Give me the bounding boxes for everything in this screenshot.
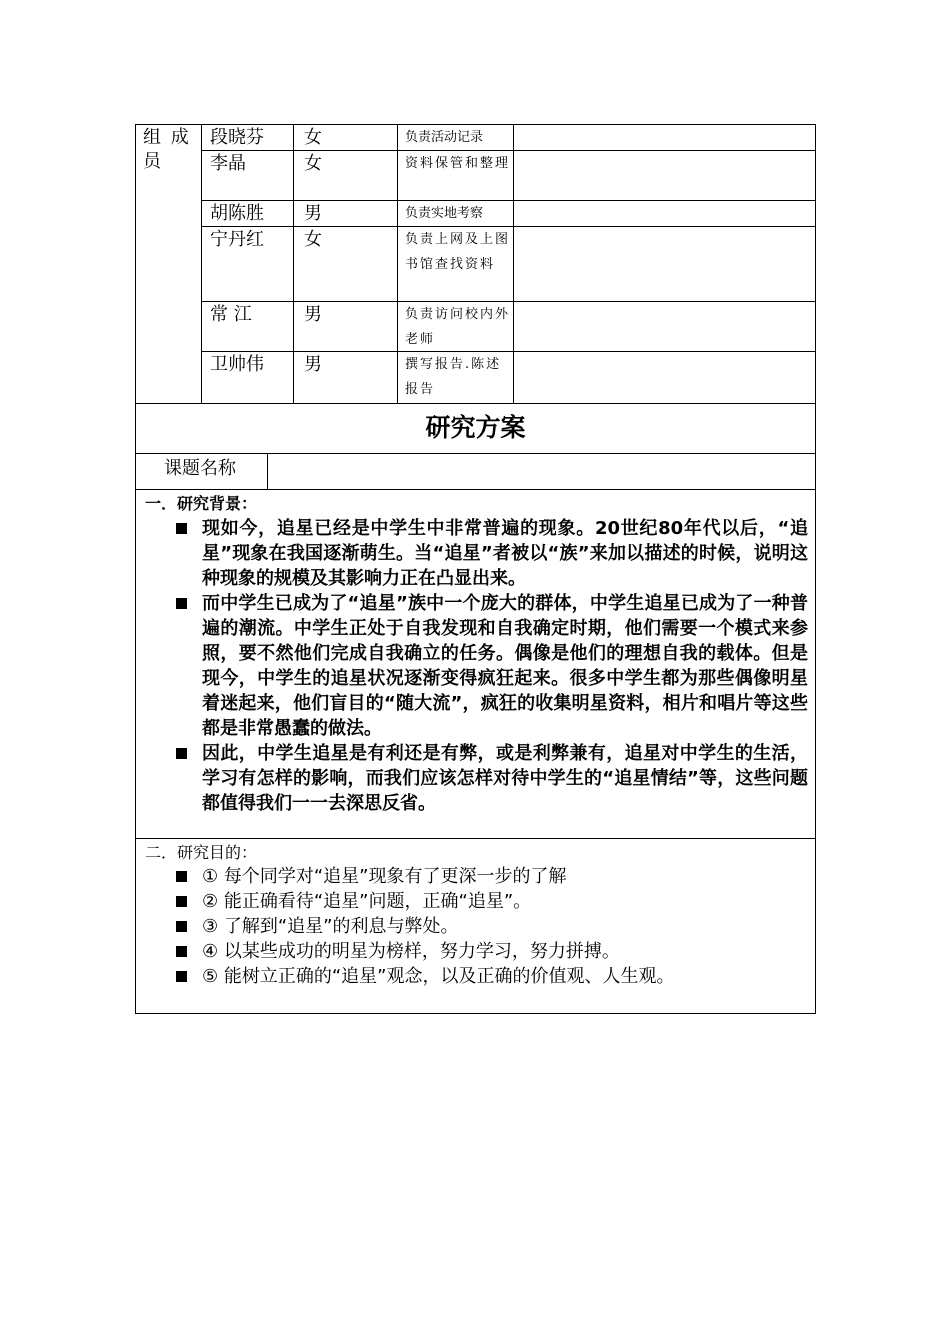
member-duty: 负责上网及上图书馆查找资料 — [405, 232, 511, 272]
topic-label: 课题名称 — [164, 458, 236, 479]
background-list — [174, 516, 808, 816]
goals-heading: 二．研究目的： — [145, 843, 258, 862]
list-item: 因此，中学生追星是有利还是有弊，或是利弊兼有，追星对中学生的生活，学习有怎样的影响，而我们应该怎样对待中学生的“追星情结”等，这些问题都值得我们一一去深思反省。 — [174, 741, 808, 816]
bullet-square-icon — [176, 871, 187, 882]
bullet-square-icon — [176, 971, 187, 982]
bullet-square-icon — [176, 946, 187, 957]
plan-title: 研究方案 — [425, 413, 526, 442]
member-gender: 女 — [304, 127, 322, 148]
divider — [135, 838, 816, 839]
bullet-square-icon — [176, 598, 187, 609]
member-gender: 女 — [304, 153, 322, 174]
divider — [397, 124, 398, 404]
list-item: ④ 以某些成功的明星为榜样，努力学习，努力拼搏。 — [174, 939, 808, 964]
list-item: ① 每个同学对“追星”现象有了更深一步的了解 — [174, 864, 808, 889]
list-item: 现如今，追星已经是中学生中非常普遍的现象。20世纪80年代以后，“追星”现象在我国逐渐萌生。当“追星”者被以“族”来加以描述的时候，说明这种现象的规模及其影响力正在凸显出来。 — [174, 516, 808, 591]
member-duty: 负责访问校内外老师 — [405, 307, 511, 347]
member-gender: 女 — [304, 229, 322, 250]
member-gender: 男 — [304, 354, 322, 375]
divider — [135, 453, 816, 454]
member-duty: 资料保管和整理 — [405, 156, 511, 171]
member-gender: 男 — [304, 203, 322, 224]
member-name: 李晶 — [210, 153, 246, 174]
bullet-square-icon — [176, 523, 187, 534]
member-gender: 男 — [304, 304, 322, 325]
member-name: 胡陈胜 — [210, 203, 264, 224]
goals-list — [174, 864, 808, 989]
divider — [267, 453, 268, 489]
member-name: 卫帅伟 — [210, 354, 264, 375]
bullet-square-icon — [176, 921, 187, 932]
divider — [513, 124, 514, 404]
member-duty: 撰写报告.陈述报告 — [405, 357, 502, 397]
bullet-square-icon — [176, 748, 187, 759]
divider — [135, 403, 816, 404]
bullet-square-icon — [176, 896, 187, 907]
members-label: 组 成 员 — [143, 127, 191, 172]
list-item: ② 能正确看待“追星”问题，正确“追星”。 — [174, 889, 808, 914]
list-item: 而中学生已成为了“追星”族中一个庞大的群体，中学生追星已成为了一种普遍的潮流。中学生正处于自我发现和自我确定时期，他们需要一个模式来参照，要不然他们完成自我确立的任务。偶像是他们的理想自我的载体。但是现今，中学生的追星状况逐渐变得疯狂起来。很多中学生都为那些偶像明星着迷起来，他们盲目的“随大流”，疯狂的收集明星资料，相片和唱片等这些都是非常愚蠢的做法。 — [174, 591, 808, 741]
member-duty: 负责活动记录 — [405, 130, 484, 145]
member-name: 段晓芬 — [210, 127, 264, 148]
member-name: 宁丹红 — [210, 229, 264, 250]
member-name: 常 江 — [210, 304, 252, 325]
divider — [135, 489, 816, 490]
divider — [293, 124, 294, 404]
divider — [201, 124, 202, 404]
list-item: ③ 了解到“追星”的利息与弊处。 — [174, 914, 808, 939]
background-heading: 一．研究背景： — [145, 494, 258, 513]
member-duty: 负责实地考察 — [405, 206, 484, 221]
list-item: ⑤ 能树立正确的“追星”观念，以及正确的价值观、人生观。 — [174, 964, 808, 989]
